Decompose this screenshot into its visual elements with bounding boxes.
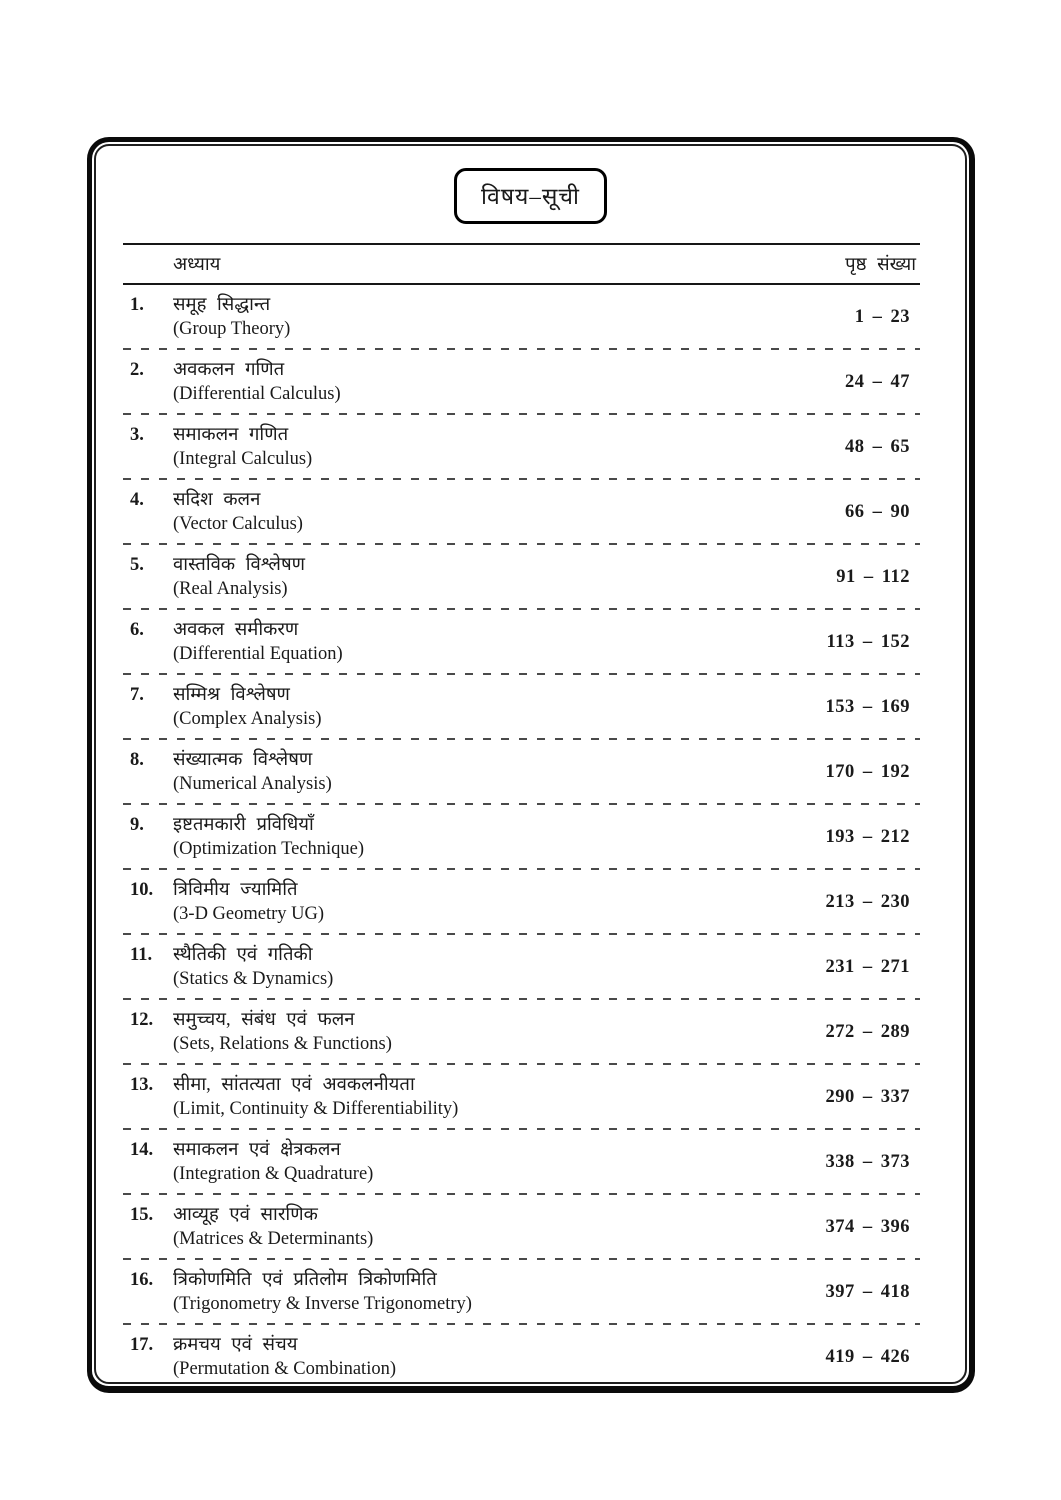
toc-entry-row xyxy=(123,740,920,805)
chapter-page-range: 338 – 373 xyxy=(825,1152,910,1172)
chapter-page-range: 374 – 396 xyxy=(825,1217,910,1237)
chapter-number: 2. xyxy=(130,360,144,380)
chapter-title-hindi: आव्यूह एवं सारणिक xyxy=(173,1205,318,1225)
chapter-page-range: 231 – 271 xyxy=(825,957,910,977)
chapter-title-hindi: त्रिविमीय ज्यामिति xyxy=(173,880,298,900)
chapter-titles xyxy=(173,1008,826,1057)
chapter-title-english: (Group Theory) xyxy=(173,319,291,339)
chapter-number: 16. xyxy=(130,1270,154,1290)
chapter-titles xyxy=(173,1268,826,1317)
chapter-number: 17. xyxy=(130,1335,154,1355)
chapter-titles xyxy=(173,1073,826,1122)
chapter-titles xyxy=(173,943,826,992)
chapter-number: 10. xyxy=(130,880,154,900)
toc-entry-row xyxy=(123,1195,920,1260)
title-box xyxy=(454,168,607,224)
chapter-titles xyxy=(173,423,845,472)
chapter-page-range: 24 – 47 xyxy=(845,372,910,392)
chapter-title-hindi: इष्टतमकारी प्रविधियाँ xyxy=(173,815,314,835)
chapter-title-english: (Numerical Analysis) xyxy=(173,774,332,794)
chapter-number: 6. xyxy=(130,620,144,640)
chapter-page-range: 419 – 426 xyxy=(825,1347,910,1367)
chapter-titles xyxy=(173,683,826,732)
chapter-title-english: (Integration & Quadrature) xyxy=(173,1164,374,1184)
chapter-title-hindi: स्थैतिकी एवं गतिकी xyxy=(173,945,313,965)
chapter-number: 8. xyxy=(130,750,144,770)
chapter-number: 3. xyxy=(130,425,144,445)
chapter-titles xyxy=(173,1203,826,1252)
chapter-title-hindi: क्रमचय एवं संचय xyxy=(173,1335,298,1355)
chapter-page-range: 272 – 289 xyxy=(825,1022,910,1042)
chapter-page-range: 1 – 23 xyxy=(854,307,910,327)
chapter-page-range: 91 – 112 xyxy=(836,567,910,587)
chapter-page-range: 397 – 418 xyxy=(825,1282,910,1302)
toc-entry-row xyxy=(123,480,920,545)
chapter-titles xyxy=(173,748,826,797)
chapter-title-hindi: सदिश कलन xyxy=(173,490,261,510)
chapter-page-range: 290 – 337 xyxy=(825,1087,910,1107)
chapter-title-english: (Matrices & Determinants) xyxy=(173,1229,374,1249)
toc-entry-row xyxy=(123,1000,920,1065)
chapter-title-english: (Limit, Continuity & Differentiability) xyxy=(173,1099,459,1119)
chapter-number: 11. xyxy=(130,945,153,965)
chapter-title-english: (Differential Equation) xyxy=(173,644,343,664)
chapter-title-hindi: सीमा, सांतत्यता एवं अवकलनीयता xyxy=(173,1075,415,1095)
chapter-number: 13. xyxy=(130,1075,154,1095)
chapter-number: 7. xyxy=(130,685,144,705)
toc-entry-row xyxy=(123,1325,920,1384)
toc-entry-row xyxy=(123,545,920,610)
title-box-wrap xyxy=(96,168,965,224)
chapter-title-english: (Permutation & Combination) xyxy=(173,1359,397,1379)
toc-header-row xyxy=(123,243,920,285)
table-of-contents xyxy=(123,243,920,1384)
chapter-title-english: (Statics & Dynamics) xyxy=(173,969,334,989)
chapter-title-hindi: समुच्चय, संबंध एवं फलन xyxy=(173,1010,355,1030)
chapter-titles xyxy=(173,1333,826,1382)
page-frame-inner-border xyxy=(94,144,967,1384)
chapter-title-english: (Vector Calculus) xyxy=(173,514,303,534)
chapter-title-english: (3-D Geometry UG) xyxy=(173,904,325,924)
chapter-number: 14. xyxy=(130,1140,154,1160)
toc-entry-row xyxy=(123,1130,920,1195)
chapter-number: 12. xyxy=(130,1010,154,1030)
chapter-titles xyxy=(173,553,836,602)
toc-entry-row xyxy=(123,935,920,1000)
chapter-titles xyxy=(173,488,845,537)
toc-entry-row xyxy=(123,285,920,350)
chapter-page-range: 48 – 65 xyxy=(845,437,910,457)
chapter-page-range: 193 – 212 xyxy=(825,827,910,847)
chapter-title-hindi: सम्मिश्र विश्लेषण xyxy=(173,685,290,705)
page-number-column-label: पृष्ठ संख्या xyxy=(845,255,916,275)
chapter-number: 9. xyxy=(130,815,144,835)
chapter-number: 4. xyxy=(130,490,144,510)
toc-entry-row xyxy=(123,1260,920,1325)
chapter-page-range: 170 – 192 xyxy=(825,762,910,782)
toc-entry-row xyxy=(123,350,920,415)
chapter-title-english: (Complex Analysis) xyxy=(173,709,322,729)
chapter-page-range: 66 – 90 xyxy=(845,502,910,522)
chapter-number: 5. xyxy=(130,555,144,575)
chapter-titles xyxy=(173,878,826,927)
chapter-titles xyxy=(173,618,827,667)
chapter-number: 1. xyxy=(130,295,144,315)
chapter-title-hindi: समाकलन एवं क्षेत्रकलन xyxy=(173,1140,341,1160)
chapter-title-hindi: अवकल समीकरण xyxy=(173,620,299,640)
chapter-title-english: (Sets, Relations & Functions) xyxy=(173,1034,392,1054)
page-frame xyxy=(87,137,975,1393)
chapter-page-range: 153 – 169 xyxy=(825,697,910,717)
chapter-title-english: (Real Analysis) xyxy=(173,579,288,599)
chapter-title-hindi: अवकलन गणित xyxy=(173,360,285,380)
chapter-title-english: (Differential Calculus) xyxy=(173,384,341,404)
chapter-titles xyxy=(173,293,855,342)
toc-entry-row xyxy=(123,415,920,480)
toc-entry-row xyxy=(123,870,920,935)
chapter-title-hindi: त्रिकोणमिति एवं प्रतिलोम त्रिकोणमिति xyxy=(173,1270,437,1290)
chapter-page-range: 113 – 152 xyxy=(826,632,910,652)
chapter-page-range: 213 – 230 xyxy=(825,892,910,912)
chapter-number: 15. xyxy=(130,1205,154,1225)
chapter-titles xyxy=(173,1138,826,1187)
chapter-titles xyxy=(173,813,826,862)
chapter-column-label: अध्याय xyxy=(173,255,221,275)
chapter-title-hindi: समूह सिद्धान्त xyxy=(173,295,271,315)
chapter-title-hindi: समाकलन गणित xyxy=(173,425,289,445)
toc-entry-row xyxy=(123,610,920,675)
toc-entry-row xyxy=(123,805,920,870)
chapter-title-hindi: वास्तविक विश्लेषण xyxy=(173,555,306,575)
chapter-title-english: (Trigonometry & Inverse Trigonometry) xyxy=(173,1294,472,1314)
chapter-title-english: (Integral Calculus) xyxy=(173,449,313,469)
toc-entry-list xyxy=(123,285,920,1384)
chapter-title-english: (Optimization Technique) xyxy=(173,839,365,859)
chapter-titles xyxy=(173,358,845,407)
chapter-title-hindi: संख्यात्मक विश्लेषण xyxy=(173,750,313,770)
toc-entry-row xyxy=(123,1065,920,1130)
page-title: विषय–सूची xyxy=(481,184,580,209)
toc-entry-row xyxy=(123,675,920,740)
